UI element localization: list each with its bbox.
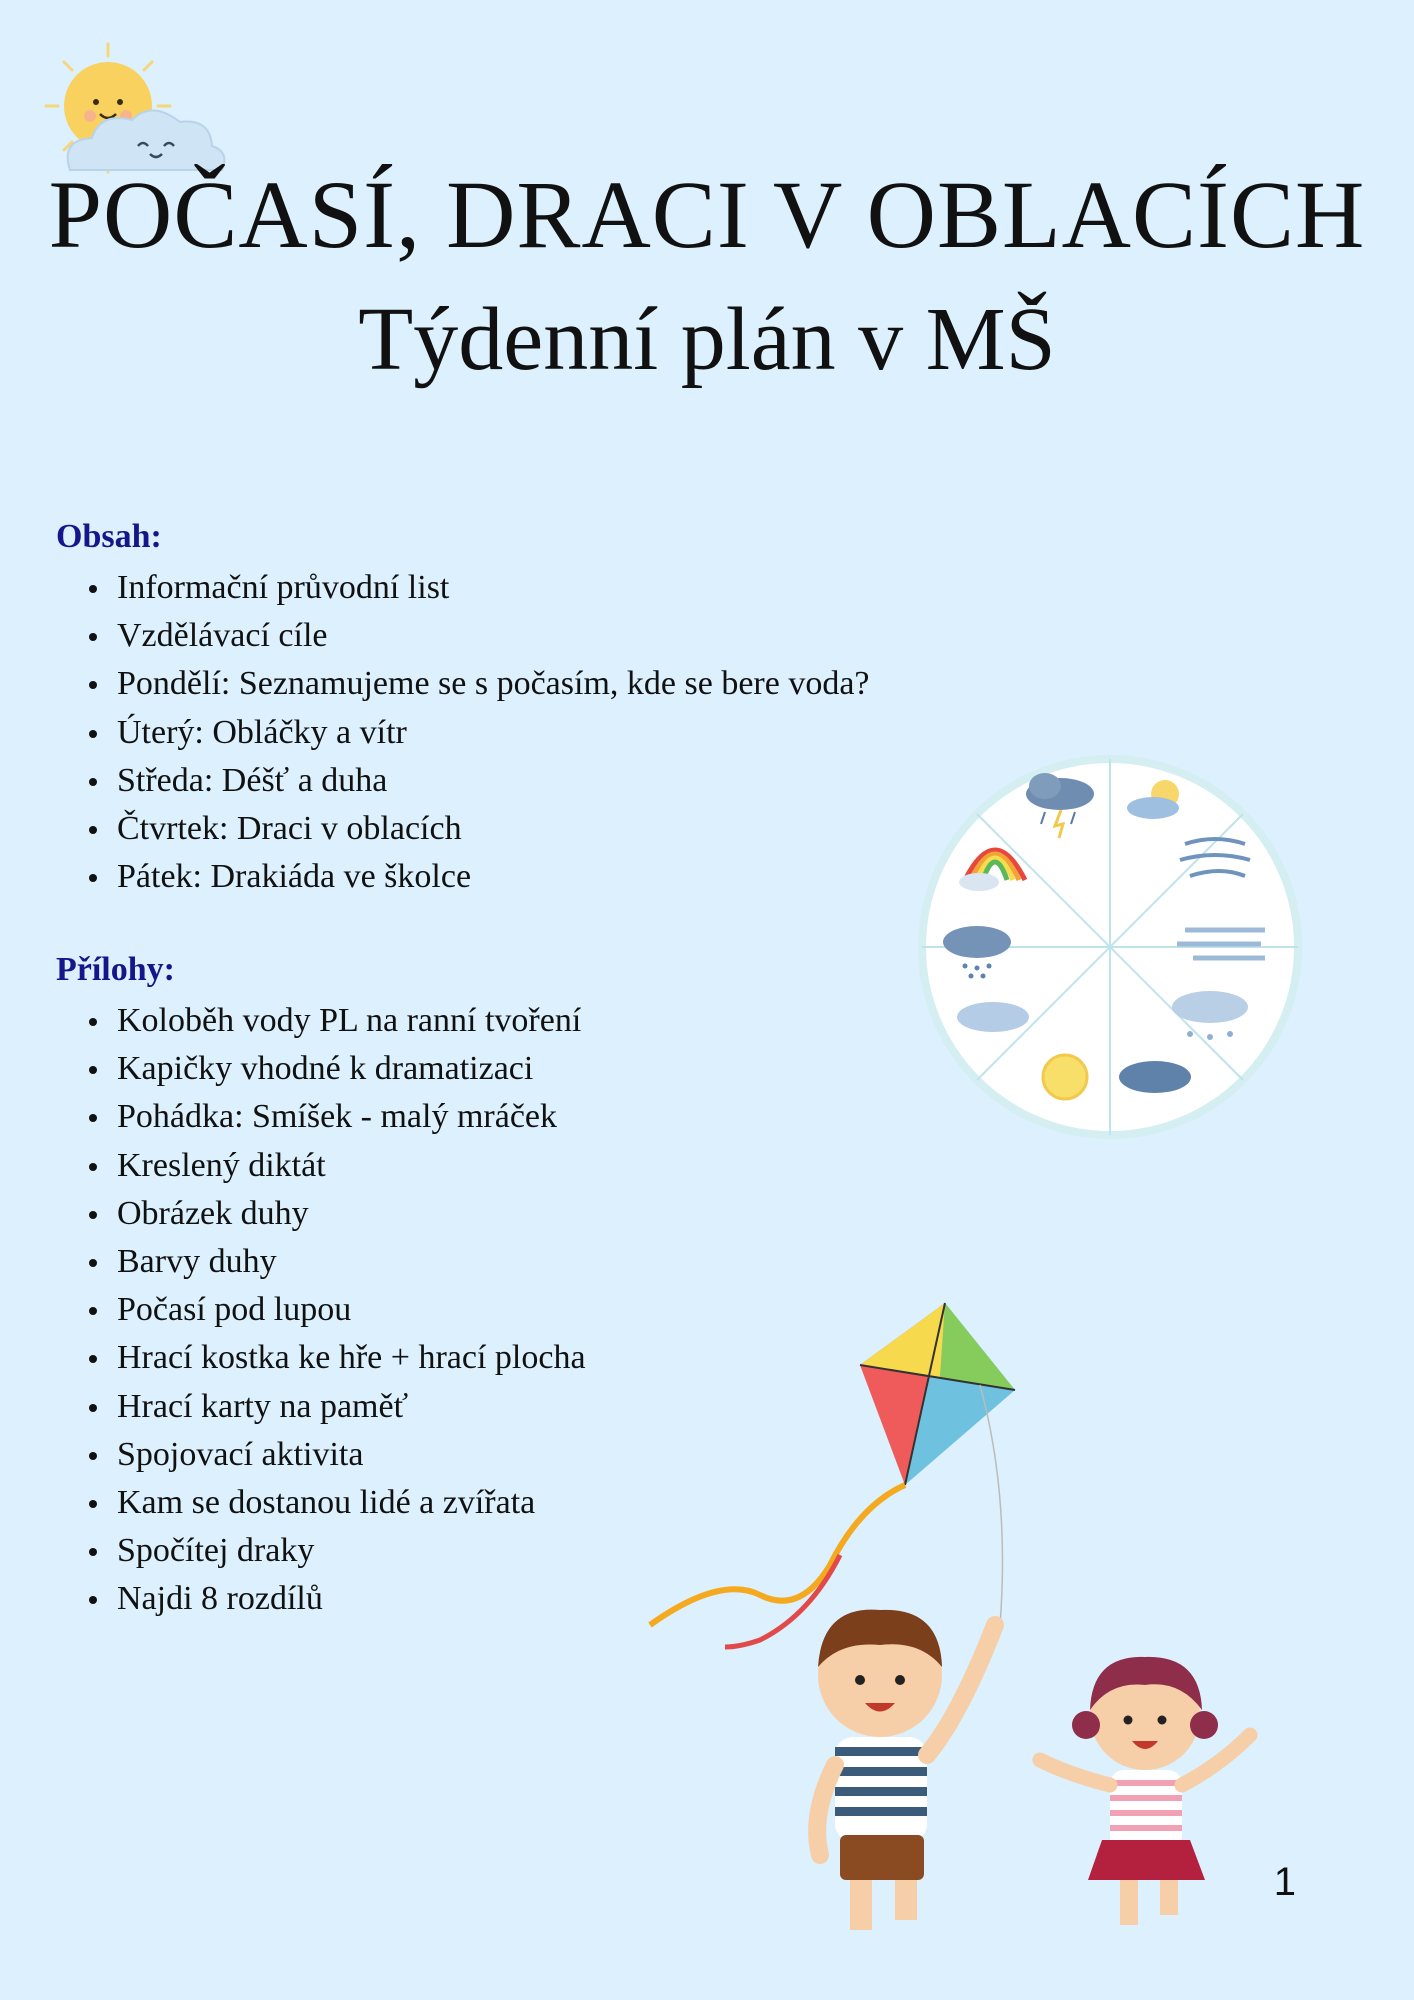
list-item: Spojovací aktivita [117,1431,586,1479]
page-title: POČASÍ, DRACI V OBLACÍCH [48,161,1366,268]
list-item: Obrázek duhy [117,1190,586,1238]
list-item: Informační průvodní list [117,564,870,612]
list-item: Pohádka: Smíšek - malý mráček [117,1093,586,1141]
list-item: Úterý: Obláčky a vítr [117,709,870,757]
list-item: Počasí pod lupou [117,1286,586,1334]
list-item: Spočítej draky [117,1527,586,1575]
list-item: Hrací kostka ke hře + hrací plocha [117,1334,586,1382]
weather-wheel-illustration [915,752,1305,1142]
list-item: Kreslený diktát [117,1142,586,1190]
attachments-list [75,997,586,1623]
contents-heading: Obsah: [56,518,162,555]
list-item: Kam se dostanou lidé a zvířata [117,1479,586,1527]
attachments-heading: Přílohy: [56,951,175,988]
list-item: Pondělí: Seznamujeme se s počasím, kde se bere voda? [117,660,870,708]
list-item: Pátek: Drakiáda ve školce [117,853,870,901]
list-item: Hrací karty na paměť [117,1383,586,1431]
list-item: Barvy duhy [117,1238,586,1286]
kite-kids-illustration [640,1295,1320,1955]
page-number: 1 [1273,1860,1296,1904]
contents-list [75,564,870,901]
page-subtitle: Týdenní plán v MŠ [358,290,1056,389]
list-item: Koloběh vody PL na ranní tvoření [117,997,586,1045]
list-item: Najdi 8 rozdílů [117,1575,586,1623]
list-item: Vzdělávací cíle [117,612,870,660]
list-item: Středa: Déšť a duha [117,757,870,805]
sun-cloud-icon [40,40,250,180]
list-item: Kapičky vhodné k dramatizaci [117,1045,586,1093]
list-item: Čtvrtek: Draci v oblacích [117,805,870,853]
